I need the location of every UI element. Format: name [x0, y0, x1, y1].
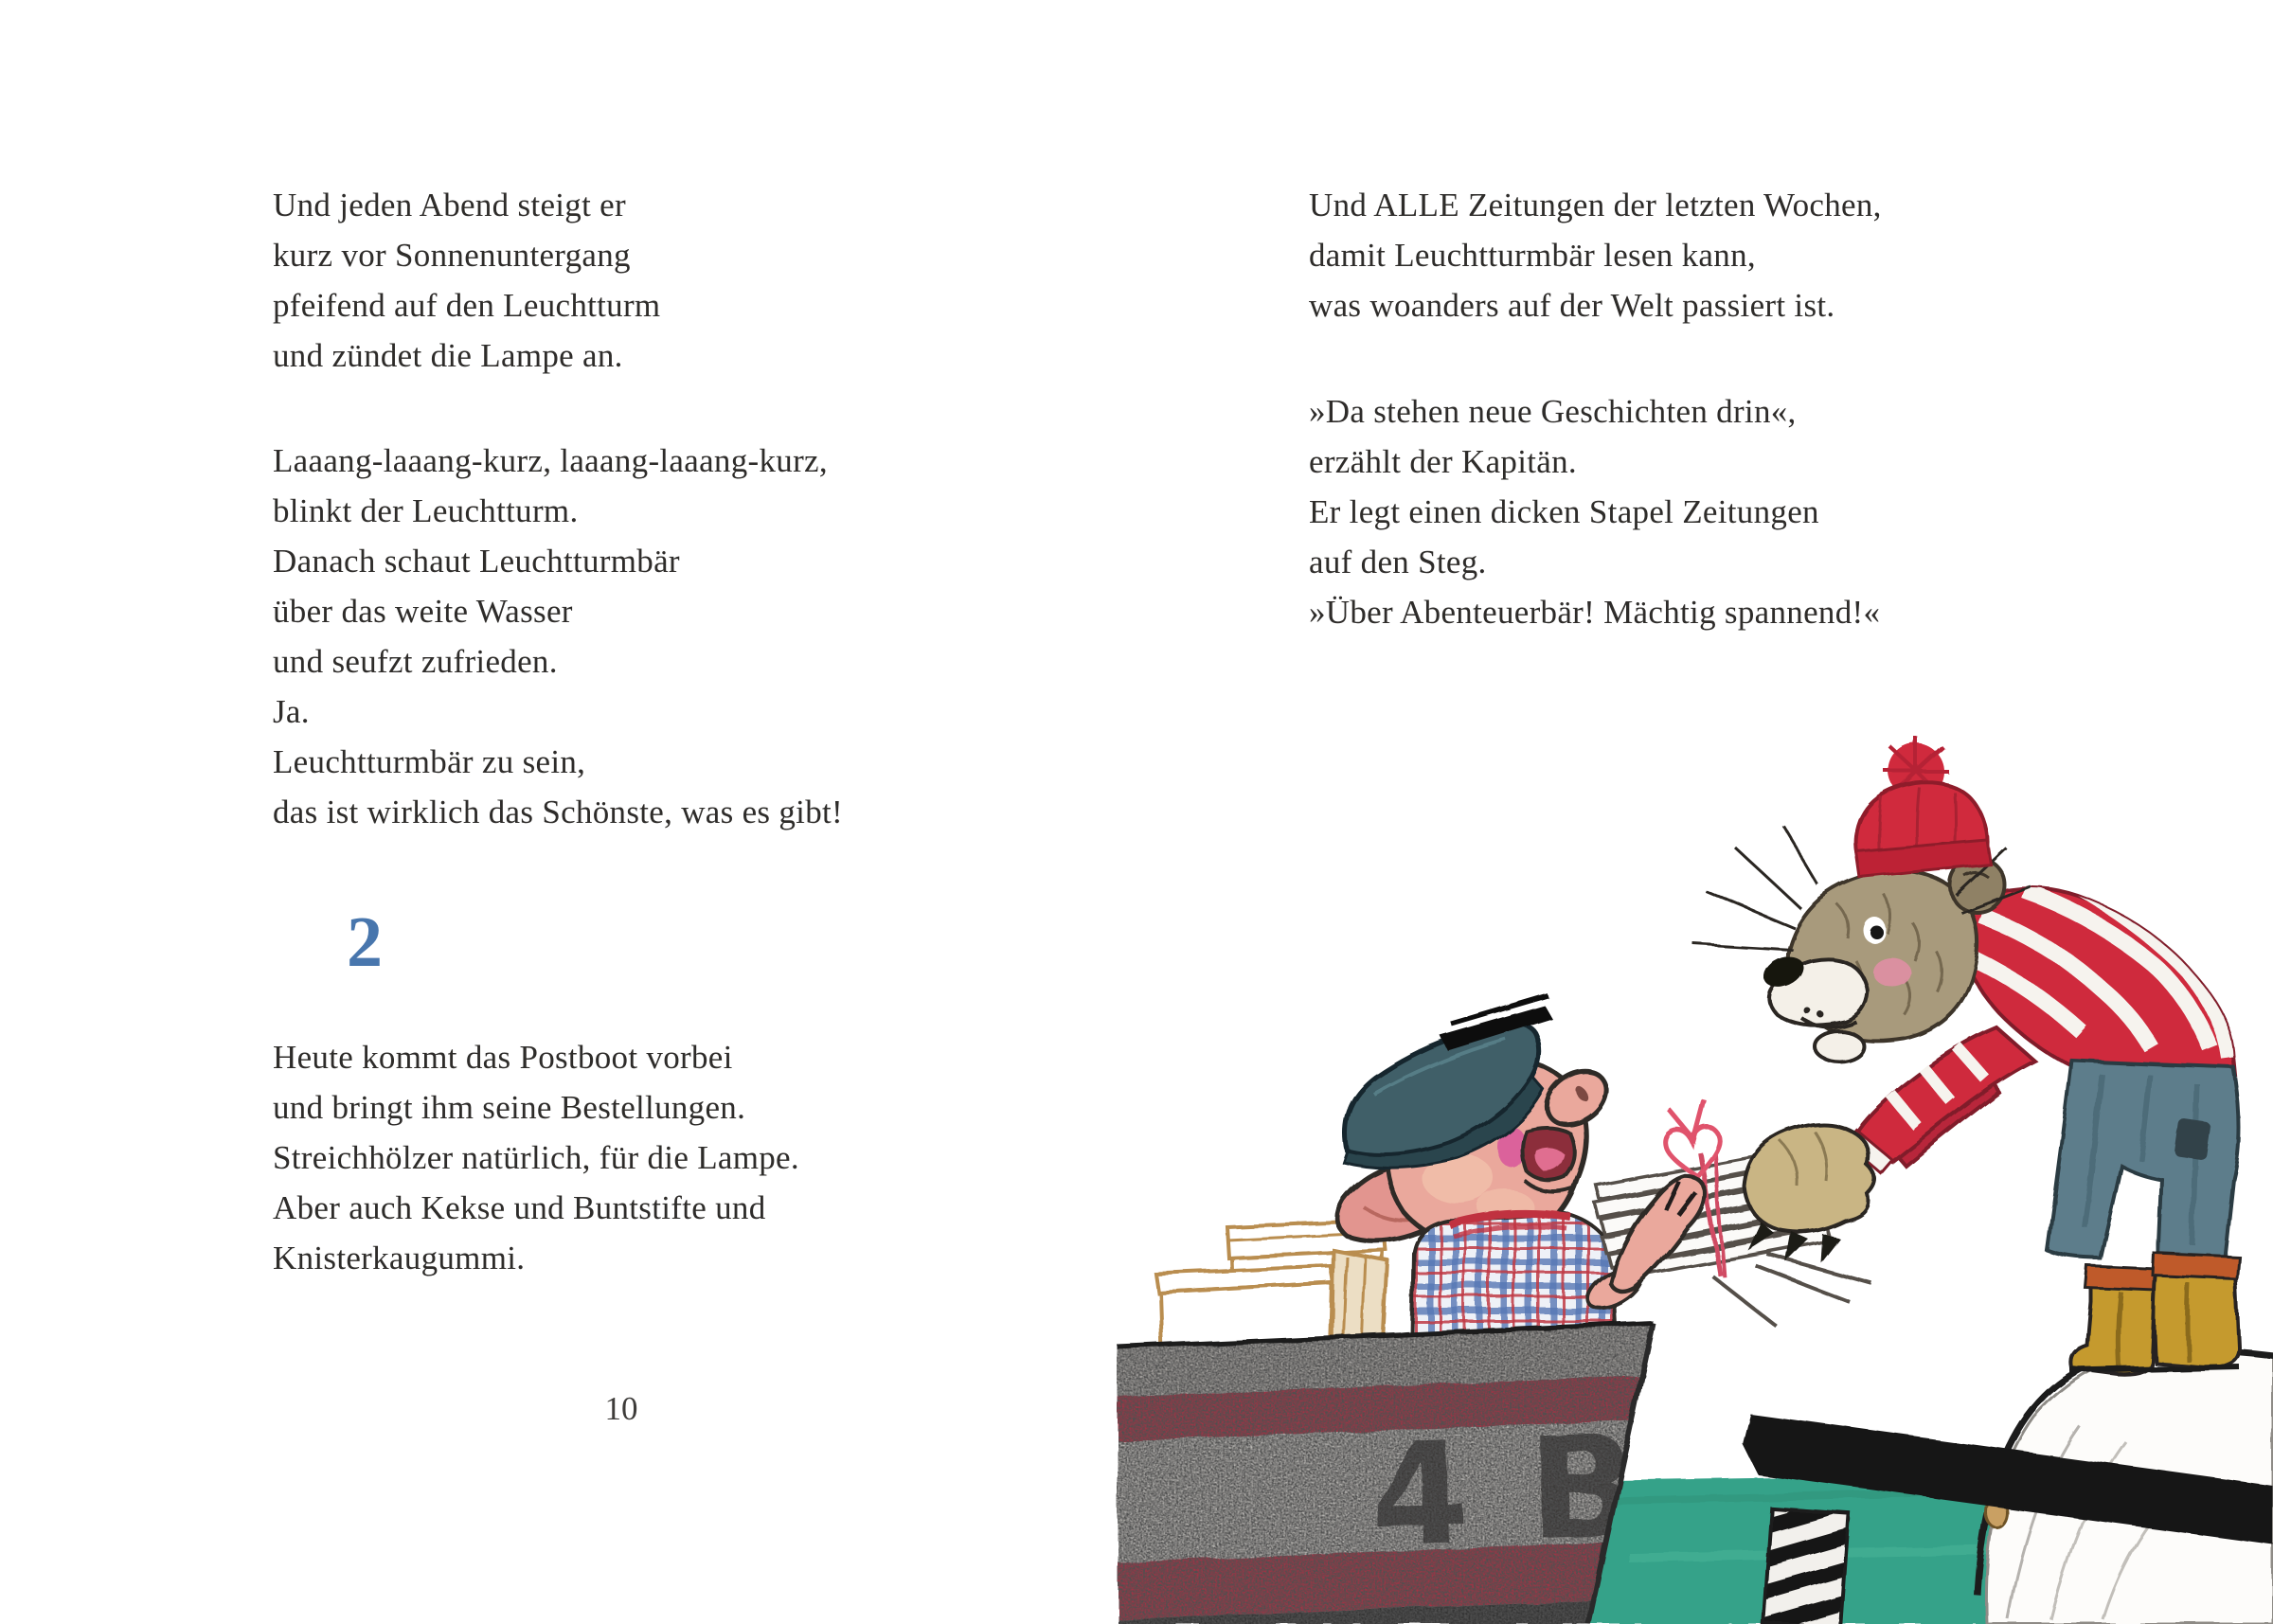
text-line: Knisterkaugummi. — [273, 1240, 526, 1276]
text-line: das ist wirklich das Schönste, was es gibt! — [273, 794, 843, 830]
text-line: »Über Abenteuerbär! Mächtig spannend!« — [1309, 594, 1881, 631]
text-line: Ja. — [273, 693, 310, 730]
paragraph — [1309, 180, 1882, 330]
text-line: und bringt ihm seine Bestellungen. — [273, 1089, 746, 1126]
text-line: erzählt der Kapitän. — [1309, 443, 1577, 480]
bear-hat — [1856, 738, 1991, 878]
bear-boots — [2070, 1253, 2239, 1374]
paragraph — [273, 1032, 799, 1283]
text-line: und zündet die Lampe an. — [273, 337, 623, 374]
paragraph — [273, 180, 660, 381]
chapter-number: 2 — [347, 902, 383, 982]
text-line: kurz vor Sonnenuntergang — [273, 237, 631, 274]
text-line: Und jeden Abend steigt er — [273, 187, 626, 223]
text-line: auf den Steg. — [1309, 544, 1487, 580]
text-line: und seufzt zufrieden. — [273, 643, 558, 680]
text-line: was woanders auf der Welt passiert ist. — [1309, 287, 1835, 324]
paragraph — [1309, 386, 1880, 637]
text-line: Laaang-laaang-kurz, laaang-laaang-kurz, — [273, 442, 828, 479]
bear-jaw — [1815, 1031, 1864, 1062]
text-line: »Da stehen neue Geschichten drin«, — [1309, 393, 1797, 430]
text-line: Und ALLE Zeitungen der letzten Wochen, — [1309, 187, 1882, 223]
text-line: Streichhölzer natürlich, für die Lampe. — [273, 1139, 799, 1176]
text-line: Leuchtturmbär zu sein, — [273, 743, 586, 780]
text-line: pfeifend auf den Leuchtturm — [273, 287, 661, 324]
text-line: Er legt einen dicken Stapel Zeitungen — [1309, 493, 1819, 530]
mooring-pole — [1763, 1508, 1849, 1624]
illustration — [1099, 734, 2273, 1624]
bear-figure — [1693, 738, 2239, 1374]
page-number: 10 — [604, 1390, 638, 1427]
text-line: Aber auch Kekse und Buntstifte und — [273, 1189, 766, 1226]
bear-cheek — [1873, 958, 1911, 987]
text-line: damit Leuchtturmbär lesen kann, — [1309, 237, 1756, 274]
bear-pants — [2048, 1061, 2239, 1269]
text-line: Heute kommt das Postboot vorbei — [273, 1039, 733, 1076]
text-line: Danach schaut Leuchtturmbär — [273, 543, 680, 580]
text-line: über das weite Wasser — [273, 593, 573, 630]
paragraph — [273, 436, 843, 837]
text-line: blinkt der Leuchtturm. — [273, 492, 579, 529]
